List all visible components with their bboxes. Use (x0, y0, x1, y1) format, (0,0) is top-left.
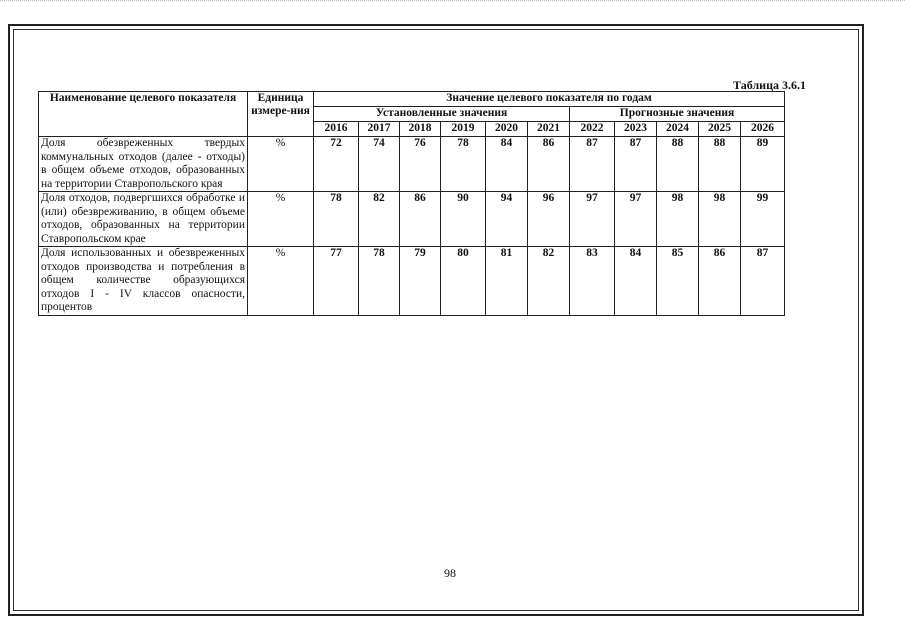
value-cell-2023: 84 (615, 247, 657, 316)
year-header-2019: 2019 (441, 122, 486, 137)
year-header-2024: 2024 (657, 122, 699, 137)
value-cell-2016: 72 (314, 137, 359, 192)
indicator-table (38, 91, 785, 316)
value-cell-2020: 81 (486, 247, 528, 316)
header-indicator-name: Наименование целевого показателя (39, 92, 248, 137)
value-cell-2026: 87 (741, 247, 785, 316)
value-cell-2017: 82 (359, 192, 400, 247)
value-cell-2023: 87 (615, 137, 657, 192)
value-cell-2017: 78 (359, 247, 400, 316)
value-cell-2018: 79 (400, 247, 441, 316)
unit-cell: % (248, 137, 314, 192)
value-cell-2019: 78 (441, 137, 486, 192)
year-header-2025: 2025 (699, 122, 741, 137)
value-cell-2016: 78 (314, 192, 359, 247)
value-cell-2026: 89 (741, 137, 785, 192)
table-row (39, 137, 785, 192)
value-cell-2024: 98 (657, 192, 699, 247)
value-cell-2022: 83 (570, 247, 615, 316)
value-cell-2018: 76 (400, 137, 441, 192)
value-cell-2017: 74 (359, 137, 400, 192)
year-header-2021: 2021 (528, 122, 570, 137)
value-cell-2023: 97 (615, 192, 657, 247)
table-body (39, 137, 785, 316)
scan-artifact-line (0, 0, 905, 5)
value-cell-2019: 80 (441, 247, 486, 316)
value-cell-2021: 86 (528, 137, 570, 192)
value-cell-2022: 97 (570, 192, 615, 247)
value-cell-2022: 87 (570, 137, 615, 192)
value-cell-2020: 84 (486, 137, 528, 192)
value-cell-2025: 88 (699, 137, 741, 192)
page-number: 98 (444, 566, 456, 580)
indicator-name-cell: Доля обезвреженных твердых коммунальных отходов (далее - отходы) в общем объеме отходов, образованных на территории Ставропольского края (39, 137, 248, 192)
value-cell-2026: 99 (741, 192, 785, 247)
year-header-2022: 2022 (570, 122, 615, 137)
value-cell-2020: 94 (486, 192, 528, 247)
year-header-2017: 2017 (359, 122, 400, 137)
year-header-2020: 2020 (486, 122, 528, 137)
value-cell-2024: 88 (657, 137, 699, 192)
value-cell-2018: 86 (400, 192, 441, 247)
value-cell-2025: 86 (699, 247, 741, 316)
table-row (39, 247, 785, 316)
year-header-2018: 2018 (400, 122, 441, 137)
value-cell-2019: 90 (441, 192, 486, 247)
indicator-name-cell: Доля отходов, подвергшихся обработке и (или) обезвреживанию, в общем объеме отходов, образованных на территории Ставропольском крае (39, 192, 248, 247)
value-cell-2021: 96 (528, 192, 570, 247)
unit-cell: % (248, 192, 314, 247)
header-forecast-values: Прогнозные значения (570, 107, 785, 122)
year-header-2023: 2023 (615, 122, 657, 137)
value-cell-2025: 98 (699, 192, 741, 247)
indicator-name-cell: Доля использованных и обезвреженных отходов производства и потребления в общем количестве образующихся отходов I - IV классов опасности, процентов (39, 247, 248, 316)
header-established-values: Установленные значения (314, 107, 570, 122)
unit-cell: % (248, 247, 314, 316)
header-unit: Единица измере-ния (248, 92, 314, 137)
year-header-2026: 2026 (741, 122, 785, 137)
header-values-by-year: Значение целевого показателя по годам (314, 92, 785, 107)
value-cell-2016: 77 (314, 247, 359, 316)
value-cell-2021: 82 (528, 247, 570, 316)
value-cell-2024: 85 (657, 247, 699, 316)
table-row (39, 192, 785, 247)
year-header-2016: 2016 (314, 122, 359, 137)
table-caption: Таблица 3.6.1 (733, 78, 806, 92)
